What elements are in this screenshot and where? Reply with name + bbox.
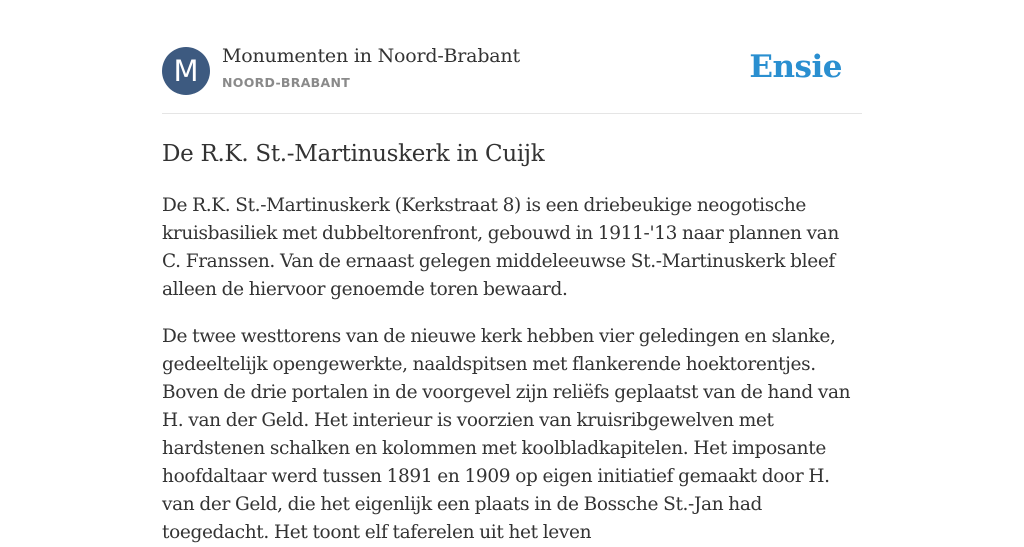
content-column	[162, 0, 862, 547]
article-paragraph-1: De R.K. St.-Martinuskerk (Kerkstraat 8) is een driebeukige neogotische kruisbasiliek met dubbeltorenfront, gebouwd in 1911-'13 naar plannen van C. Franssen. Van de ernaast gelegen middeleeuwse St.-Martinuskerk bleef alleen de hiervoor genoemde toren bewaard.	[162, 195, 839, 300]
collection-subtitle: NOORD-BRABANT	[222, 75, 351, 90]
collection-title-link[interactable]: Monumenten in Noord-Brabant	[222, 45, 520, 67]
collection-header	[162, 0, 862, 114]
collection-avatar[interactable]: M	[162, 47, 210, 95]
ensie-logo[interactable]: Ensie	[749, 49, 842, 85]
article-paragraph-2: De twee westtorens van de nieuwe kerk hebben vier geledingen en slanke, gedeeltelijk opengewerkte, naaldspitsen met flankerende hoektorentjes. Boven de drie portalen in de voorgevel zijn reliëfs geplaatst van de hand van H. van der Geld. Het interieur is voorzien van kruisribgewelven met hardstenen schalken en kolommen met koolbladkapitelen. Het imposante hoofdaltaar werd tussen 1891 en 1909 op eigen initiatief gemaakt door H. van der Geld, die het eigenlijk een plaats in de Bossche St.-Jan had toegedacht. Het toont elf taferelen uit het leven	[162, 326, 851, 543]
article-title: De R.K. St.-Martinuskerk in Cuijk	[162, 141, 545, 167]
